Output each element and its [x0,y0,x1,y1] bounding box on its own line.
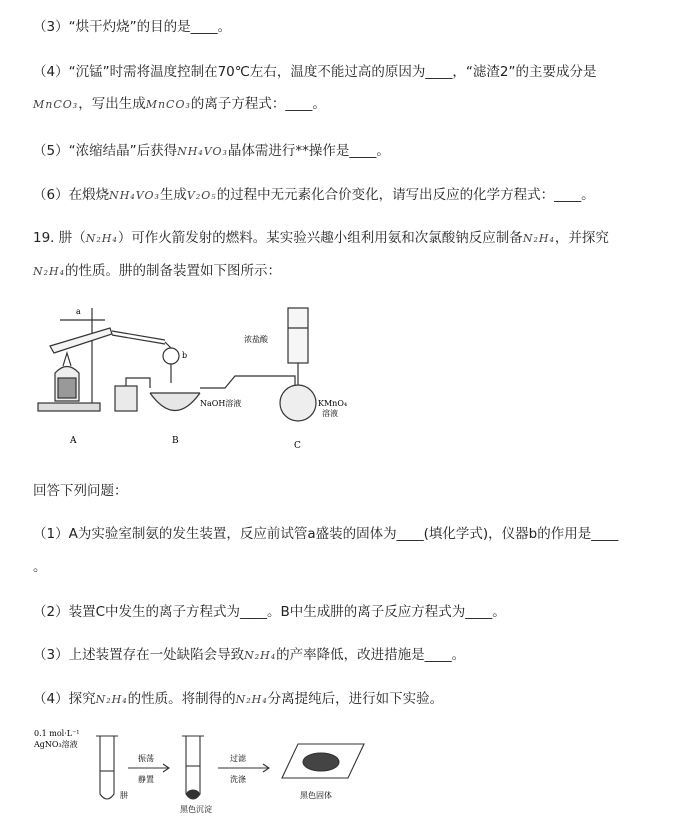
step1-bottom: 静置 [138,775,154,784]
label-A: A [70,436,77,446]
formula-v2o5: V₂O₅ [186,189,217,202]
formula-n2h4-3: N₂H₄ [33,265,66,278]
label-C: C [294,441,301,451]
formula-n2h4-4: N₂H₄ [244,649,277,662]
black-ppt-label: 黑色沉淀 [180,805,212,814]
formula-n2h4-5: N₂H₄ [95,693,128,706]
formula-mnco3: MnCO₃ [33,98,79,111]
formula-mnco3-2: MnCO₃ [145,98,191,111]
apparatus-figure [30,298,360,456]
question-5: （5）“浓缩结晶”后获得NH₄VO₃晶体需进行**操作是____。 [33,143,390,159]
black-solid-label: 黑色固体 [300,791,332,800]
formula-n2h4: N₂H₄ [85,232,118,245]
question-19-line2: N₂H₄的性质。肼的制备装置如下图所示： [33,263,282,279]
agno3-conc: 0.1 mol·L⁻¹ [34,729,80,738]
part-2: （2）装置C中发生的离子方程式为____。B中生成肼的离子反应方程式为____。 [33,604,506,620]
hydrazine-label: 肼 [120,791,128,800]
answer-intro: 回答下列问题： [33,483,128,499]
label-B: B [172,436,179,446]
question-3: （3）“烘干灼烧”的目的是____。 [33,19,232,35]
part-3: （3）上述装置存在一处缺陷会导致N₂H₄的产率降低，改进措施是____。 [33,647,466,663]
label-hcl: 浓盐酸 [244,335,268,344]
label-b: b [182,351,188,360]
part-4: （4）探究N₂H₄的性质。将制得的N₂H₄分离提纯后，进行如下实验。 [33,691,444,707]
label-naoh: NaOH溶液 [200,399,242,408]
experiment-figure [30,726,380,816]
step2-bottom: 洗涤 [230,775,246,784]
question-6: （6）在煅烧NH₄VO₃生成V₂O₅的过程中无元素化合价变化，请写出反应的化学方程式：____。 [33,187,595,203]
step1-top: 振荡 [138,754,154,763]
question-4-line2: MnCO₃，写出生成MnCO₃的离子方程式：____。 [33,96,326,112]
formula-n2h4-6: N₂H₄ [235,693,268,706]
question-19-line1: 19. 肼（N₂H₄）可作火箭发射的燃料。某实验兴趣小组利用氨和次氯酸钠反应制备N₂H₄，并探究 [33,230,609,246]
formula-nh4vo3: NH₄VO₃ [177,145,228,158]
part-1: （1）A为实验室制氨的发生装置，反应前试管a盛装的固体为____(填化学式)，仪器b的作用是____ [33,526,619,542]
label-kmno4-sol: 溶液 [322,409,338,418]
formula-nh4vo3-2: NH₄VO₃ [109,189,160,202]
question-4-line1: （4）“沉锰”时需将温度控制在70℃左右，温度不能过高的原因为____，“滤渣2”的主要成分是 [33,64,597,80]
agno3-label: AgNO₃溶液 [34,740,78,749]
formula-n2h4-2: N₂H₄ [522,232,555,245]
label-kmno4: KMnO₄ [318,399,348,408]
label-a: a [76,307,81,316]
step2-top: 过滤 [230,754,246,763]
part-1-end: 。 [33,559,47,575]
